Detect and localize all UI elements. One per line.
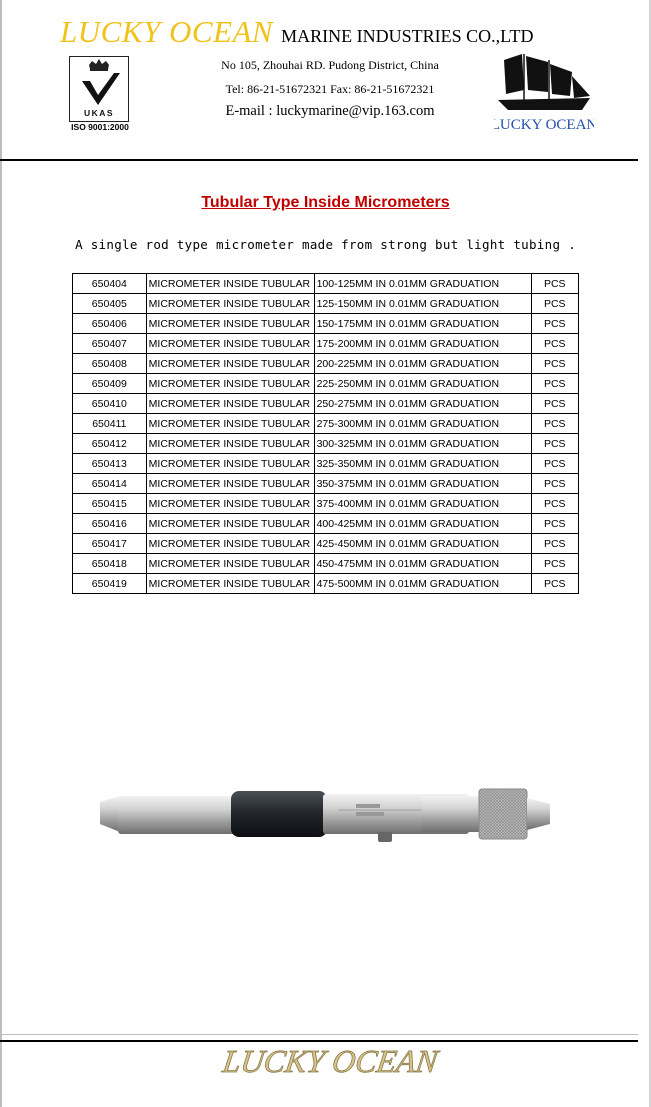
- company-name: [60, 14, 533, 50]
- product-table-body: [73, 274, 579, 594]
- product-name: MICROMETER INSIDE TUBULAR: [146, 374, 314, 394]
- product-name: MICROMETER INSIDE TUBULAR: [146, 354, 314, 374]
- product-name: MICROMETER INSIDE TUBULAR: [146, 294, 314, 314]
- product-spec: 475-500MM IN 0.01MM GRADUATION: [314, 574, 531, 594]
- product-name: MICROMETER INSIDE TUBULAR: [146, 314, 314, 334]
- product-name: MICROMETER INSIDE TUBULAR: [146, 514, 314, 534]
- table-row: [73, 574, 579, 594]
- table-row: [73, 454, 579, 474]
- product-unit: PCS: [531, 534, 578, 554]
- company-suffix: MARINE INDUSTRIES CO.,LTD: [281, 26, 534, 46]
- product-name: MICROMETER INSIDE TUBULAR: [146, 534, 314, 554]
- product-unit: PCS: [531, 354, 578, 374]
- table-row: [73, 534, 579, 554]
- product-spec: 200-225MM IN 0.01MM GRADUATION: [314, 354, 531, 374]
- brand-name: LUCKY OCEAN: [60, 14, 274, 49]
- product-spec: 425-450MM IN 0.01MM GRADUATION: [314, 534, 531, 554]
- product-unit: PCS: [531, 574, 578, 594]
- product-name: MICROMETER INSIDE TUBULAR: [146, 334, 314, 354]
- product-spec: 150-175MM IN 0.01MM GRADUATION: [314, 314, 531, 334]
- product-unit: PCS: [531, 554, 578, 574]
- ukas-crown-check-icon: [69, 56, 129, 122]
- product-code: 650417: [73, 534, 147, 554]
- product-code: 650414: [73, 474, 147, 494]
- product-name: MICROMETER INSIDE TUBULAR: [146, 454, 314, 474]
- product-code: 650412: [73, 434, 147, 454]
- table-row: [73, 274, 579, 294]
- table-row: [73, 394, 579, 414]
- product-code: 650409: [73, 374, 147, 394]
- table-row: [73, 354, 579, 374]
- product-unit: PCS: [531, 494, 578, 514]
- iso-caption: ISO 9001:2000: [71, 122, 129, 132]
- table-row: [73, 334, 579, 354]
- product-name: MICROMETER INSIDE TUBULAR: [146, 494, 314, 514]
- product-spec: 325-350MM IN 0.01MM GRADUATION: [314, 454, 531, 474]
- product-code: 650415: [73, 494, 147, 514]
- table-row: [73, 294, 579, 314]
- product-unit: PCS: [531, 394, 578, 414]
- product-name: MICROMETER INSIDE TUBULAR: [146, 574, 314, 594]
- product-code: 650406: [73, 314, 147, 334]
- micrometer-image: [98, 780, 554, 860]
- product-code: 650411: [73, 414, 147, 434]
- product-description: A single rod type micrometer made from strong but light tubing .: [75, 237, 576, 252]
- table-row: [73, 514, 579, 534]
- product-code: 650408: [73, 354, 147, 374]
- product-spec: 450-475MM IN 0.01MM GRADUATION: [314, 554, 531, 574]
- sailing-ship-icon: [494, 52, 594, 136]
- header-divider: [0, 159, 638, 161]
- ukas-logo-text: UKAS: [83, 108, 115, 118]
- product-unit: PCS: [531, 514, 578, 534]
- product-unit: PCS: [531, 374, 578, 394]
- product-spec: 275-300MM IN 0.01MM GRADUATION: [314, 414, 531, 434]
- product-code: 650413: [73, 454, 147, 474]
- table-row: [73, 414, 579, 434]
- product-name: MICROMETER INSIDE TUBULAR: [146, 434, 314, 454]
- product-spec: 175-200MM IN 0.01MM GRADUATION: [314, 334, 531, 354]
- product-name: MICROMETER INSIDE TUBULAR: [146, 474, 314, 494]
- product-unit: PCS: [531, 294, 578, 314]
- table-row: [73, 374, 579, 394]
- ukas-certification-logo: [66, 56, 132, 134]
- product-spec: 100-125MM IN 0.01MM GRADUATION: [314, 274, 531, 294]
- left-border: [0, 0, 2, 1107]
- table-row: [73, 434, 579, 454]
- footer-brand-logo: [180, 1042, 480, 1078]
- product-code: 650418: [73, 554, 147, 574]
- product-spec: 350-375MM IN 0.01MM GRADUATION: [314, 474, 531, 494]
- product-code: 650405: [73, 294, 147, 314]
- product-spec: 375-400MM IN 0.01MM GRADUATION: [314, 494, 531, 514]
- table-row: [73, 314, 579, 334]
- product-unit: PCS: [531, 334, 578, 354]
- product-unit: PCS: [531, 414, 578, 434]
- product-code: 650419: [73, 574, 147, 594]
- product-table: [72, 273, 579, 594]
- product-unit: PCS: [531, 434, 578, 454]
- product-spec: 125-150MM IN 0.01MM GRADUATION: [314, 294, 531, 314]
- product-unit: PCS: [531, 474, 578, 494]
- page-title: Tubular Type Inside Micrometers: [201, 194, 450, 211]
- product-spec: 300-325MM IN 0.01MM GRADUATION: [314, 434, 531, 454]
- table-row: [73, 554, 579, 574]
- product-name: MICROMETER INSIDE TUBULAR: [146, 554, 314, 574]
- footer-divider-thin: [0, 1034, 638, 1035]
- product-code: 650410: [73, 394, 147, 414]
- ship-logo-text: LUCKY OCEAN: [494, 117, 594, 133]
- footer-logo-text: LUCKY OCEAN: [220, 1043, 440, 1078]
- product-spec: 225-250MM IN 0.01MM GRADUATION: [314, 374, 531, 394]
- product-spec: 400-425MM IN 0.01MM GRADUATION: [314, 514, 531, 534]
- table-row: [73, 494, 579, 514]
- product-code: 650407: [73, 334, 147, 354]
- product-unit: PCS: [531, 274, 578, 294]
- company-address: No 105, Zhouhai RD. Pudong District, China: [221, 58, 439, 72]
- product-unit: PCS: [531, 454, 578, 474]
- product-unit: PCS: [531, 314, 578, 334]
- product-code: 650404: [73, 274, 147, 294]
- product-name: MICROMETER INSIDE TUBULAR: [146, 394, 314, 414]
- company-phone-fax: Tel: 86-21-51672321 Fax: 86-21-51672321: [225, 82, 435, 96]
- product-spec: 250-275MM IN 0.01MM GRADUATION: [314, 394, 531, 414]
- company-email: E-mail : luckymarine@vip.163.com: [225, 103, 435, 119]
- table-row: [73, 474, 579, 494]
- product-name: MICROMETER INSIDE TUBULAR: [146, 274, 314, 294]
- product-name: MICROMETER INSIDE TUBULAR: [146, 414, 314, 434]
- product-code: 650416: [73, 514, 147, 534]
